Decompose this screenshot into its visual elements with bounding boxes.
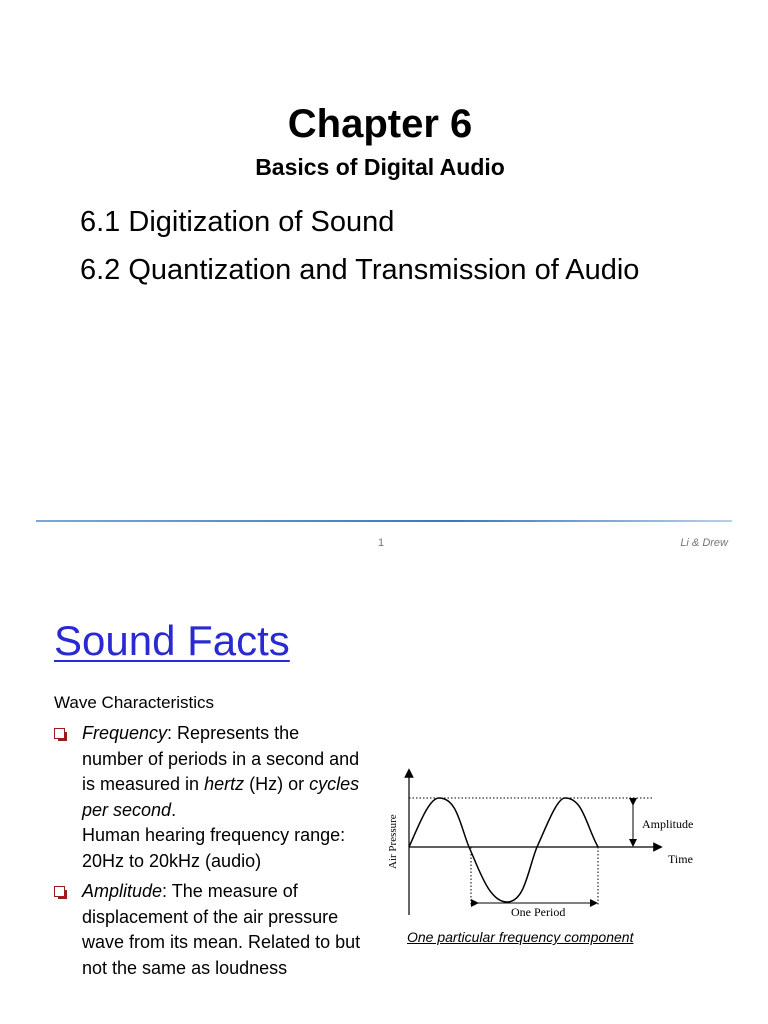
slide-2 xyxy=(0,575,768,1024)
chapter-subtitle: Basics of Digital Audio xyxy=(255,154,505,180)
y-axis-label: Air Pressure xyxy=(387,814,399,869)
bullet-box-icon xyxy=(54,886,65,897)
period-label: One Period xyxy=(511,905,566,919)
bullet-amplitude xyxy=(54,879,364,981)
emphasis: cycles per second xyxy=(82,774,360,820)
emphasis: hertz xyxy=(204,774,245,794)
section-heading: Wave Characteristics xyxy=(54,693,214,712)
sine-wave-diagram xyxy=(380,765,710,950)
bullet-body: : The measure of displacement of the air pressure wave from its mean. Related to but not the same as loudness xyxy=(82,881,361,978)
term: Frequency xyxy=(82,723,168,743)
author-footer: Li & Drew xyxy=(680,537,728,549)
bullet-body: . xyxy=(171,799,177,820)
diagram-caption: One particular frequency component xyxy=(407,929,634,945)
toc-item: 6.1 Digitization of Sound xyxy=(80,206,395,238)
slide-title: Sound Facts xyxy=(54,617,290,664)
bullet-text xyxy=(82,721,364,874)
slide-divider xyxy=(36,520,732,522)
bullet-body: (Hz) or xyxy=(244,774,310,794)
bullet-text xyxy=(82,879,364,981)
x-axis-label: Time xyxy=(668,852,693,866)
bullet-body: : Represents the number of periods in a second and is measured in xyxy=(82,723,360,794)
sine-wave xyxy=(409,798,598,902)
bullet-frequency xyxy=(54,721,364,874)
page-number: 1 xyxy=(378,537,385,549)
term: Amplitude xyxy=(82,881,163,901)
toc-item: 6.2 Quantization and Transmission of Audio xyxy=(80,254,640,286)
chapter-title: Chapter 6 xyxy=(287,102,473,146)
amplitude-label: Amplitude xyxy=(642,817,694,831)
bullet-box-icon xyxy=(54,728,65,739)
bullet-body: Human hearing frequency range: 20Hz to 20kHz (audio) xyxy=(82,825,346,871)
